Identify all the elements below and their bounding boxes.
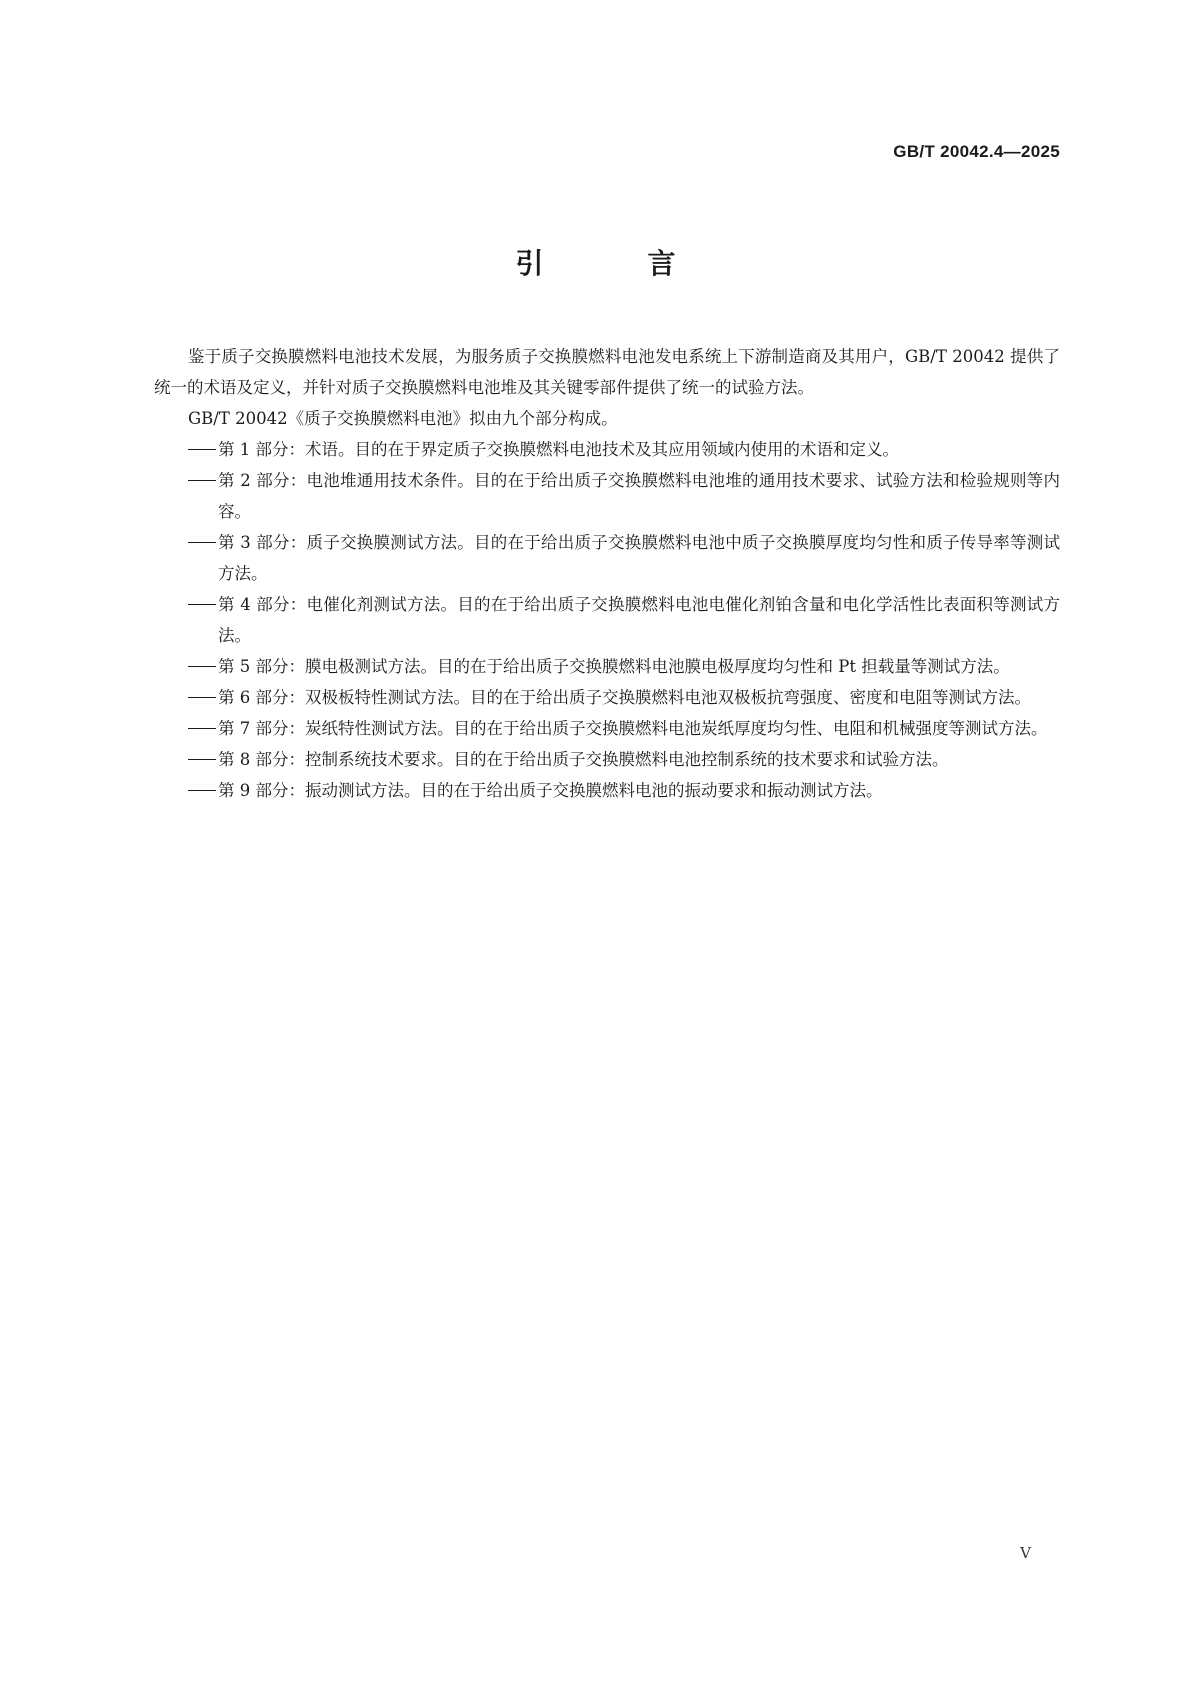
- list-item-part-2: [154, 465, 1060, 527]
- list-item-text: 第 3 部分：质子交换膜测试方法。目的在于给出质子交换膜燃料电池中质子交换膜厚度均匀性和质子传导率等测试方法。: [218, 533, 1060, 583]
- dash-marker: [188, 759, 216, 760]
- list-item-text: 第 9 部分：振动测试方法。目的在于给出质子交换膜燃料电池的振动要求和振动测试方法。: [218, 781, 883, 800]
- page-number: V: [1020, 1544, 1031, 1562]
- list-item-part-7: [154, 713, 1060, 744]
- list-item-part-6: [154, 682, 1060, 713]
- list-item-part-8: [154, 744, 1060, 775]
- list-item-text: 第 6 部分：双极板特性测试方法。目的在于给出质子交换膜燃料电池双极板抗弯强度、密度和电阻等测试方法。: [218, 688, 1031, 707]
- dash-marker: [188, 480, 216, 481]
- list-item-part-4: [154, 589, 1060, 651]
- list-item-text: 第 4 部分：电催化剂测试方法。目的在于给出质子交换膜燃料电池电催化剂铂含量和电化学活性比表面积等测试方法。: [218, 595, 1060, 645]
- list-item-text: 第 5 部分：膜电极测试方法。目的在于给出质子交换膜燃料电池膜电极厚度均匀性和 Pt 担载量等测试方法。: [218, 657, 1010, 676]
- list-item-text: 第 8 部分：控制系统技术要求。目的在于给出质子交换膜燃料电池控制系统的技术要求和试验方法。: [218, 750, 949, 769]
- document-body: [154, 341, 1060, 806]
- section-title: 引 言: [515, 247, 714, 280]
- list-item-text: 第 7 部分：炭纸特性测试方法。目的在于给出质子交换膜燃料电池炭纸厚度均匀性、电阻和机械强度等测试方法。: [218, 719, 1048, 738]
- list-item-part-1: [154, 434, 1060, 465]
- list-item-part-9: [154, 775, 1060, 806]
- intro-paragraph: 鉴于质子交换膜燃料电池技术发展，为服务质子交换膜燃料电池发电系统上下游制造商及其用户，GB/T 20042 提供了统一的术语及定义，并针对质子交换膜燃料电池堆及其关键零部件提供了统一的试验方法。: [154, 347, 1060, 397]
- list-item-part-3: [154, 527, 1060, 589]
- dash-marker: [188, 697, 216, 698]
- dash-marker: [188, 604, 216, 605]
- list-item-text: 第 2 部分：电池堆通用技术条件。目的在于给出质子交换膜燃料电池堆的通用技术要求、试验方法和检验规则等内容。: [218, 471, 1060, 521]
- parts-list: [154, 434, 1060, 806]
- standard-code: GB/T 20042.4—2025: [893, 142, 1060, 161]
- dash-marker: [188, 790, 216, 791]
- structure-paragraph: GB/T 20042《质子交换膜燃料电池》拟由九个部分构成。: [188, 409, 618, 428]
- dash-marker: [188, 449, 216, 450]
- dash-marker: [188, 542, 216, 543]
- dash-marker: [188, 728, 216, 729]
- dash-marker: [188, 666, 216, 667]
- list-item-text: 第 1 部分：术语。目的在于界定质子交换膜燃料电池技术及其应用领域内使用的术语和定义。: [218, 440, 899, 459]
- list-item-part-5: [154, 651, 1060, 682]
